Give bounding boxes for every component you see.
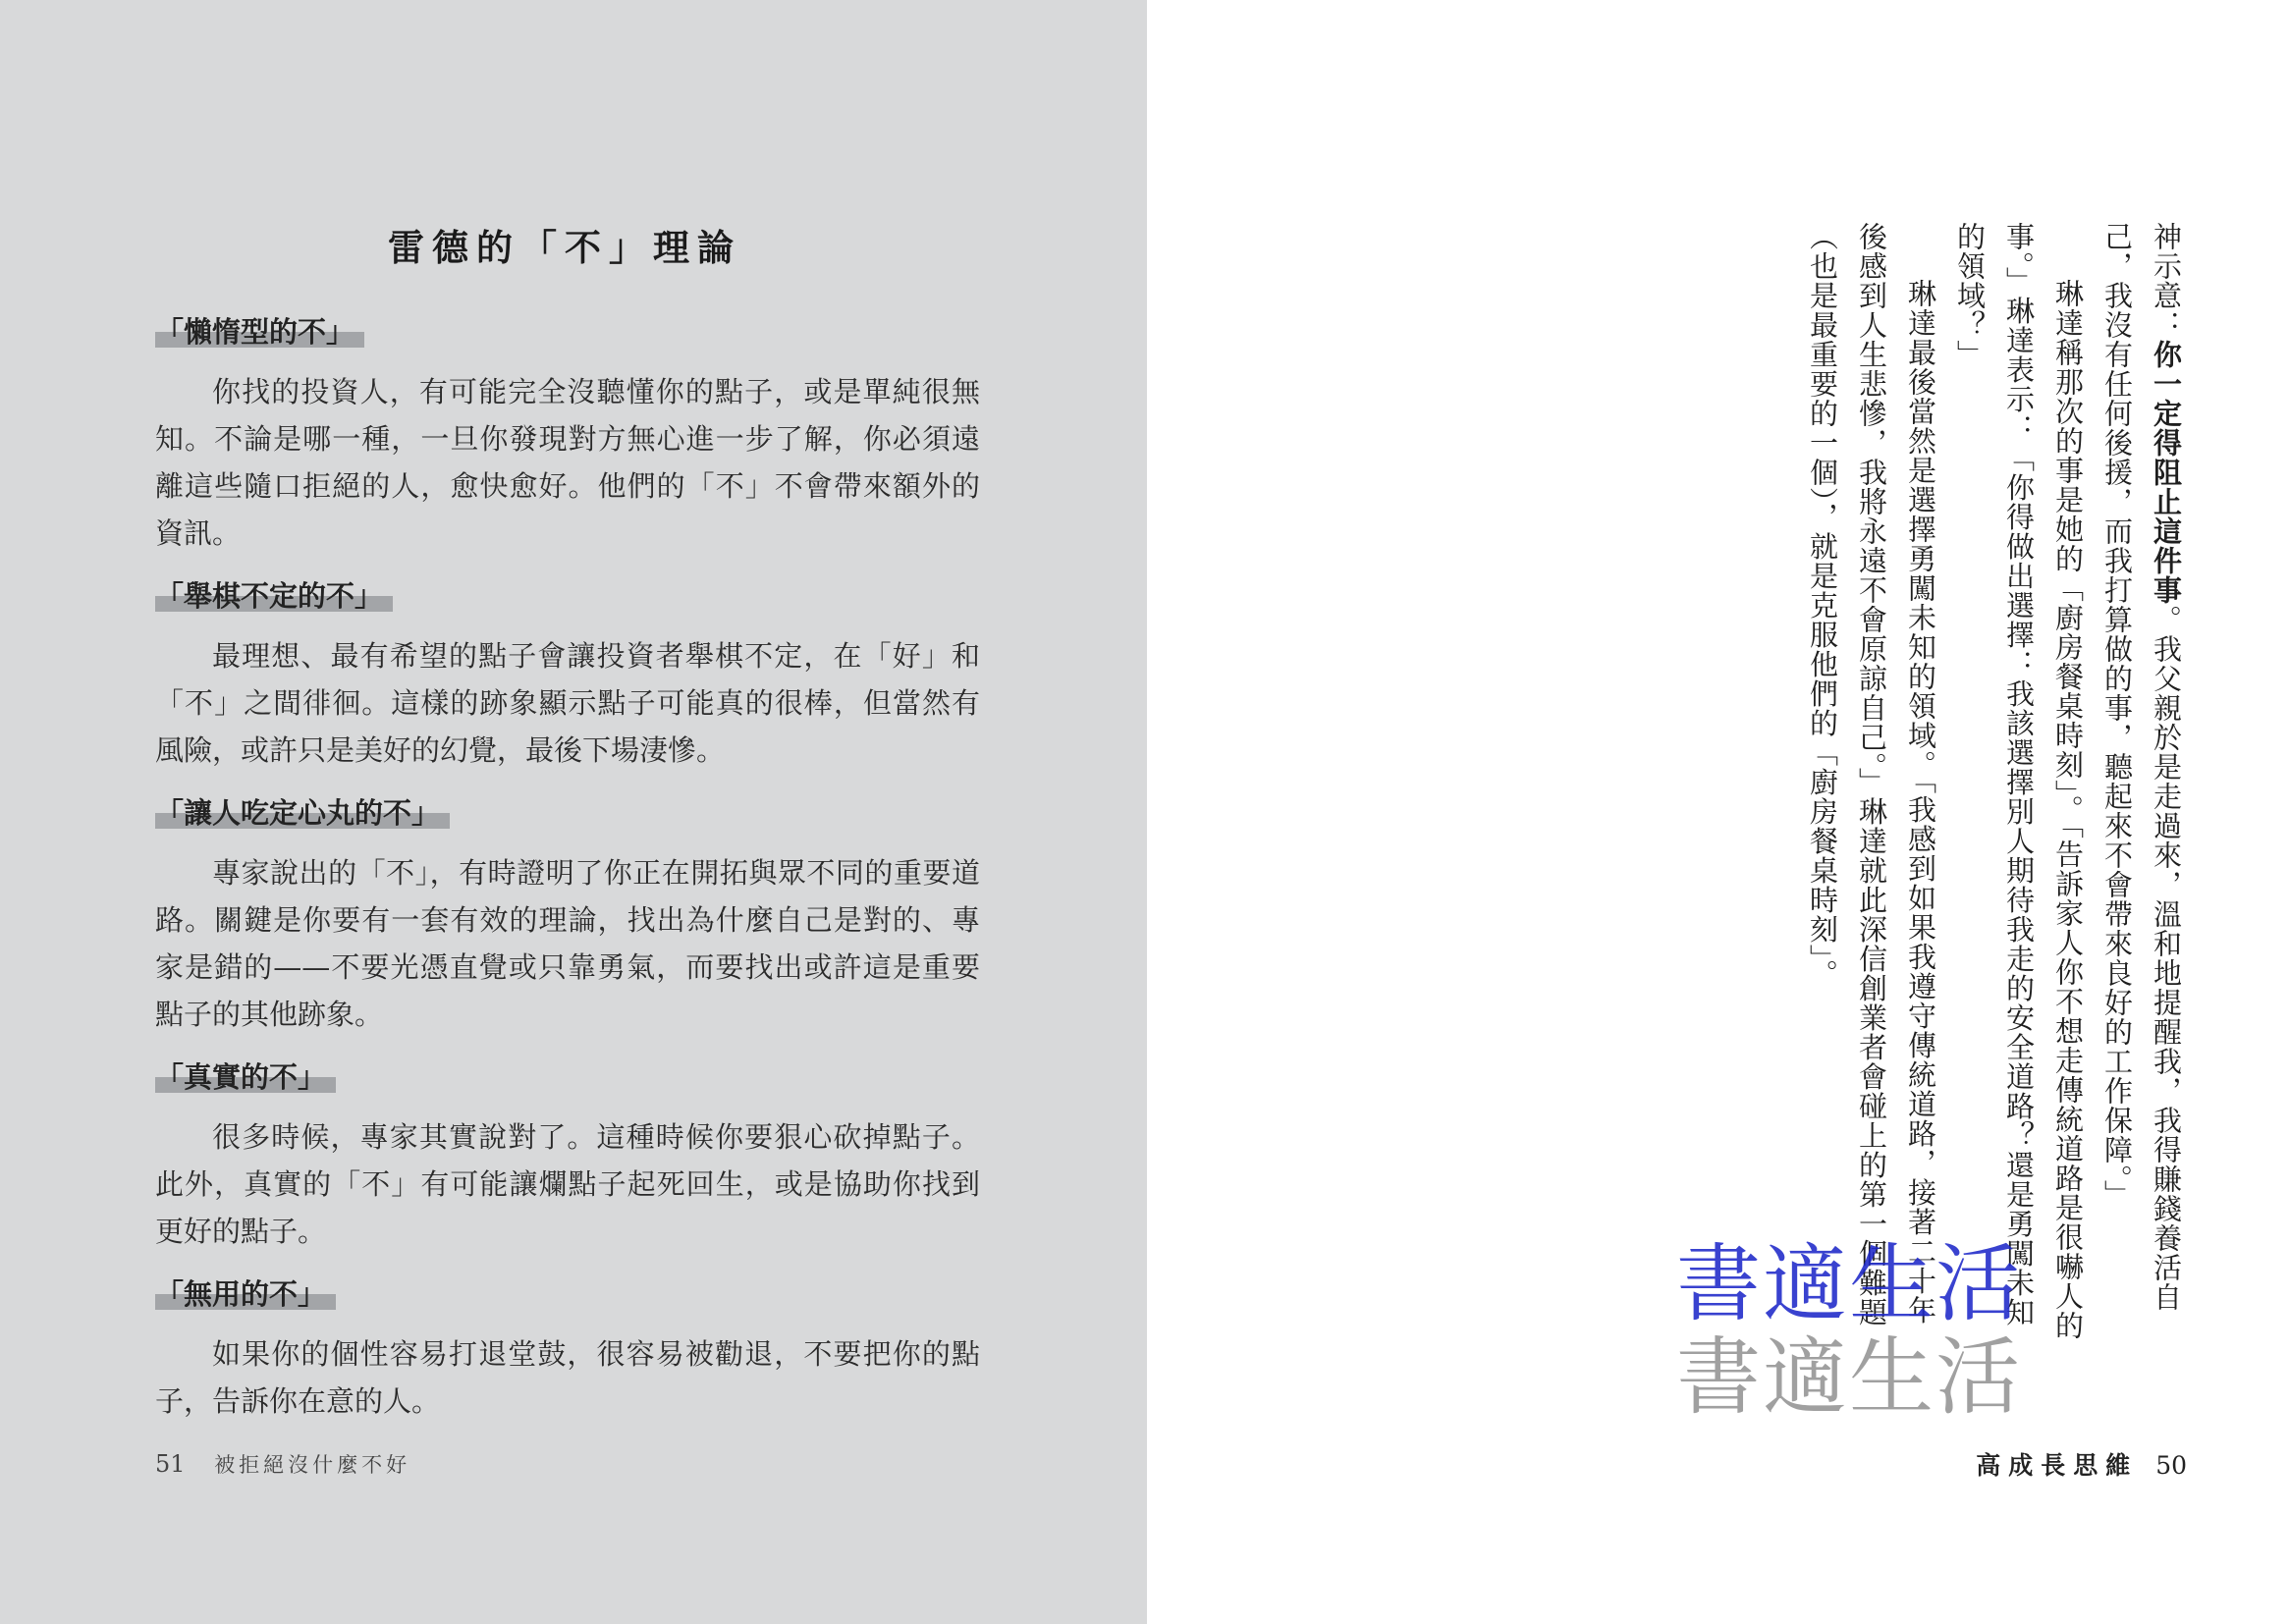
section-heading: 「懶惰型的不」 xyxy=(155,310,364,351)
body-paragraph: 琳達稱那次的事是她的「廚房餐桌時刻」。「告訴家人你不想走傳統道路是很嚇人的事。」琳達表示：「你得做出選擇：我該選擇別人期待我走的安全道路？還是勇闖未知的領域？」 xyxy=(1953,222,2085,1340)
left-folio xyxy=(155,1449,410,1479)
section-useless-no xyxy=(155,1263,980,1425)
body-paragraph: 琳達最後當然是選擇勇闖未知的領域。「我感到如果我遵守傳統道路，接著二十年後感到人生悲慘，我將永遠不會原諒自己。」琳達就此深信創業者會碰上的第一個難題（也是最重要的一個），就是克服他們的「廚房餐桌時刻」。 xyxy=(1806,222,1937,1327)
watermark-text-blue: 書適生活 xyxy=(1676,1235,2022,1333)
section-heading: 「舉棋不定的不」 xyxy=(155,574,393,615)
body-paragraph xyxy=(2093,222,2191,1351)
page-number: 50 xyxy=(2155,1451,2187,1480)
section-lazy-no xyxy=(155,300,980,557)
watermark-text-gray: 書適生活 xyxy=(1676,1328,2022,1427)
body-text: 神示意： xyxy=(2150,222,2183,340)
section-heading: 「讓人吃定心丸的不」 xyxy=(155,791,450,832)
section-paragraph: 很多時候，專家其實說對了。這種時候你要狠心砍掉點子。此外，真實的「不」有可能讓爛點子起死回生，或是協助你找到更好的點子。 xyxy=(155,1120,980,1248)
section-paragraph: 專家說出的「不」，有時證明了你正在開拓與眾不同的重要道路。關鍵是你要有一套有效的理論，找出為什麼自己是對的、專家是錯的——不要光憑直覺或只靠勇氣，而要找出或許這是重要點子的其他跡象。 xyxy=(155,856,980,1031)
body-text: 。我父親於是走過來，溫和地提醒我，我得賺錢養活自己，我沒有任何後援，而我打算做的事，聽起來不會帶來良好的工作保障。」 xyxy=(2100,222,2183,1312)
right-folio xyxy=(1976,1446,2187,1482)
sidebar-body xyxy=(155,300,980,1433)
section-hesitant-no xyxy=(155,565,980,774)
sidebar-title: 雷德的「不」理論 xyxy=(388,226,741,269)
running-title: 高成長思維 xyxy=(1976,1451,2139,1480)
section-real-no xyxy=(155,1046,980,1255)
section-paragraph: 你找的投資人，有可能完全沒聽懂你的點子，或是單純很無知。不論是哪一種，一旦你發現對方無心進一步了解，你必須遠離這些隨口拒絕的人，愈快愈好。他們的「不」不會帶來額外的資訊。 xyxy=(155,375,980,550)
section-paragraph: 最理想、最有希望的點子會讓投資者舉棋不定，在「好」和「不」之間徘徊。這樣的跡象顯示點子可能真的很棒，但當然有風險，或許只是美好的幻覺，最後下場淒慘。 xyxy=(155,639,980,767)
section-heading: 「無用的不」 xyxy=(155,1272,336,1313)
page-number: 51 xyxy=(155,1450,186,1478)
section-heading: 「真實的不」 xyxy=(155,1056,336,1096)
vertical-body-text xyxy=(1798,222,2191,1351)
section-reassuring-no xyxy=(155,782,980,1038)
bold-emphasis: 你一定得阻止這件事 xyxy=(2150,340,2183,605)
running-title: 被拒絕沒什麼不好 xyxy=(214,1453,411,1477)
section-paragraph: 如果你的個性容易打退堂鼓，很容易被勸退，不要把你的點子，告訴你在意的人。 xyxy=(155,1337,980,1418)
